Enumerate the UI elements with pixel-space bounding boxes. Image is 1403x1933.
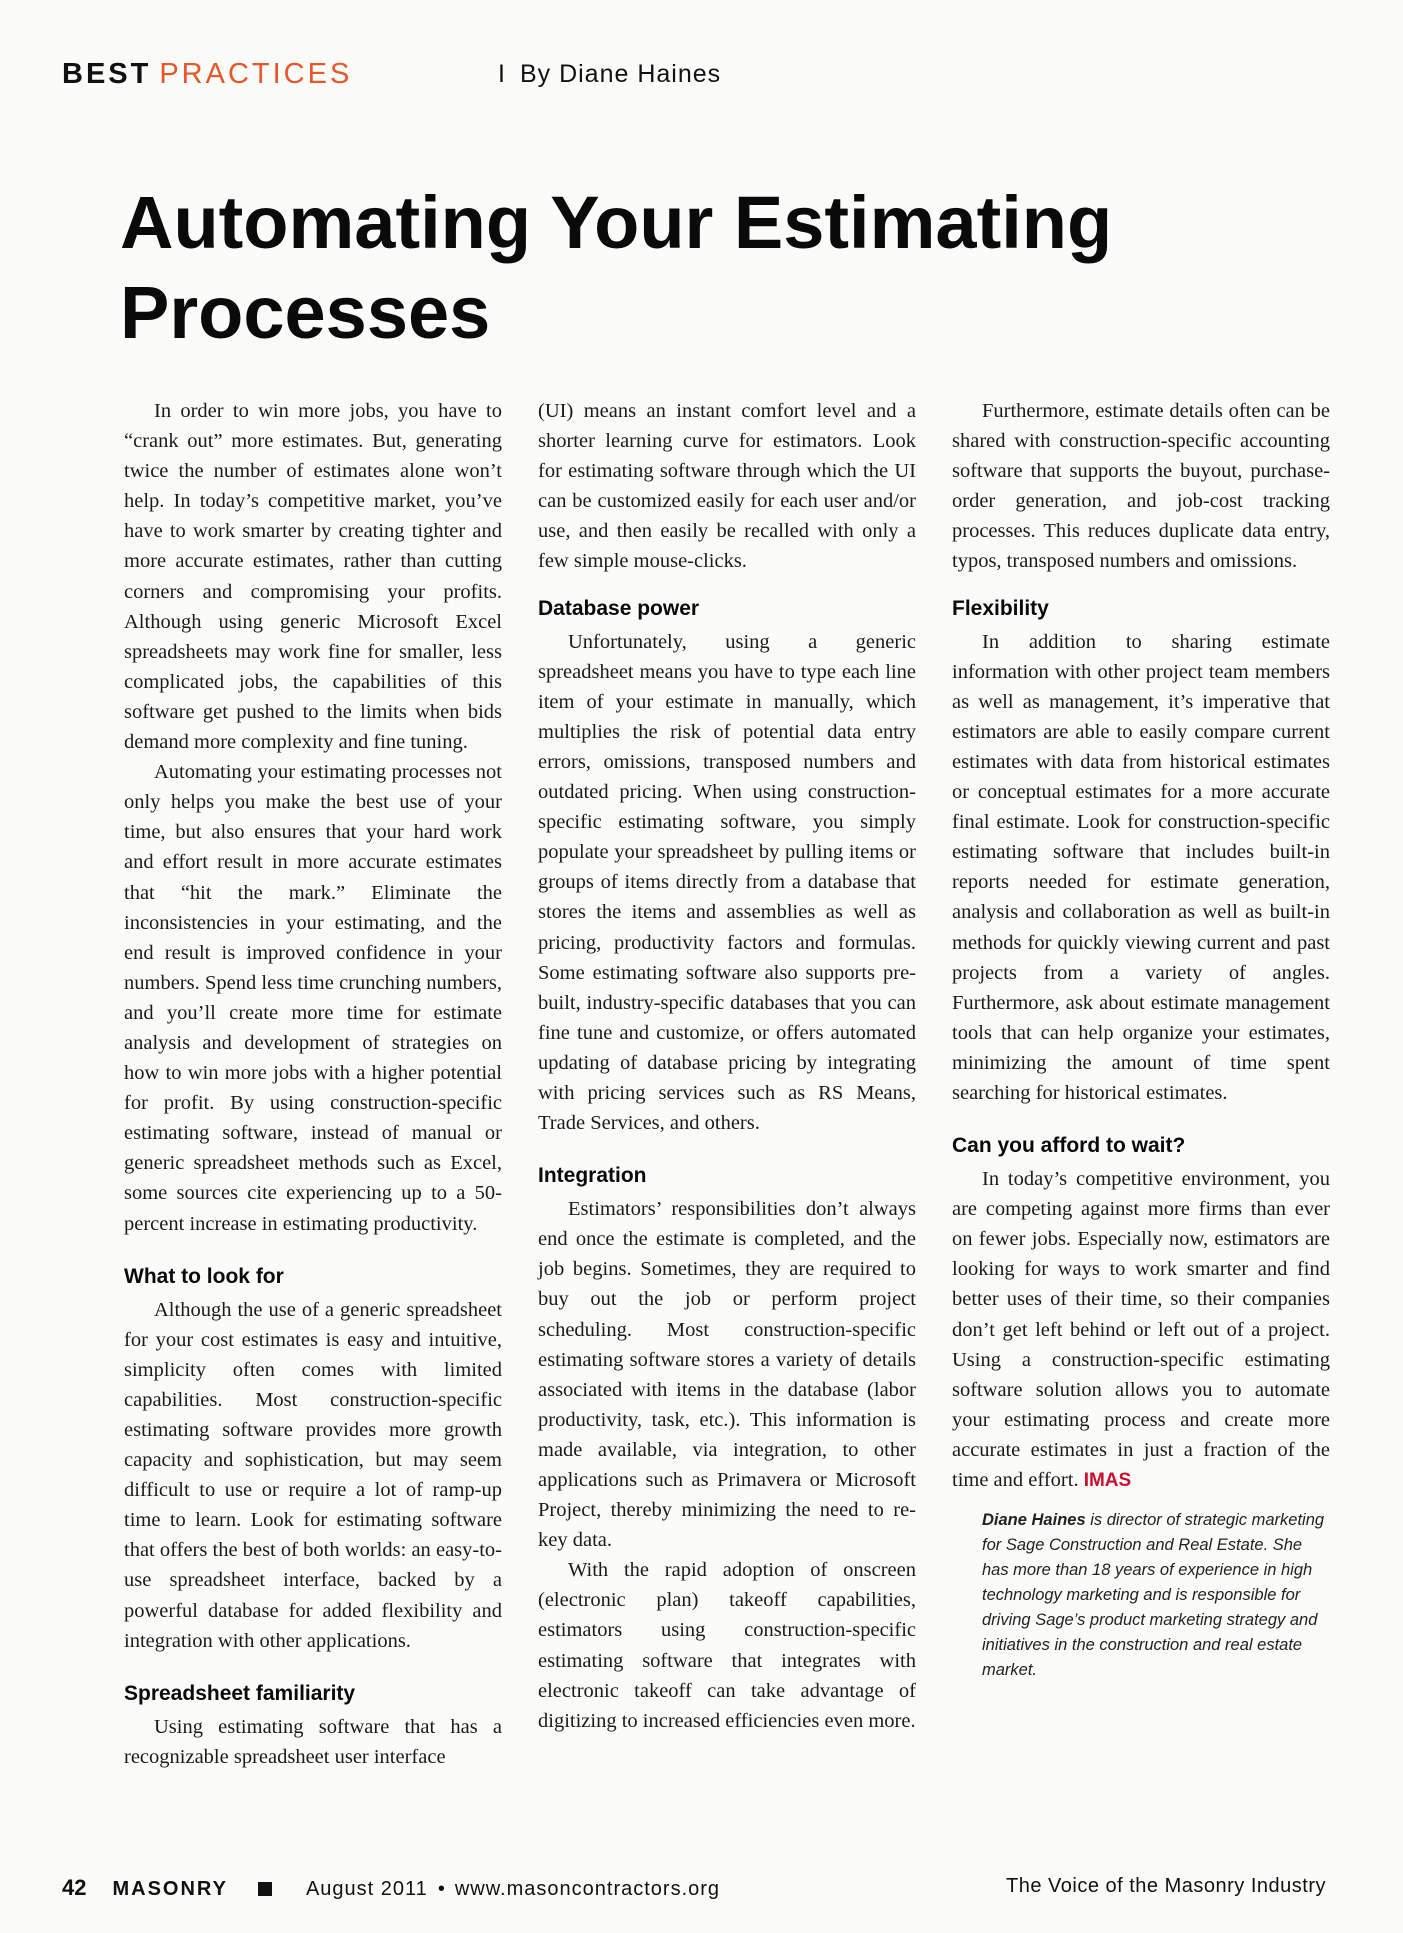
paragraph: Estimators’ responsibilities don’t always end once the estimate is completed, and the job begins. Sometimes, they are required to buy out the job or perform project scheduling. Most construction-specific estimating software stores a variety of details associated with items in the database (labor productivity, task, etc.). This information is made available, via integration, to other applications such as Primavera or Microsoft Project, thereby minimizing the need to re-key data. [538,1198,916,1552]
subheading-database-power: Database power [538,596,700,620]
subheading-what-to-look-for: What to look for [124,1264,284,1288]
paragraph: Automating your estimating processes not only helps you make the best use of your time, but also ensures that your hard work and effort result in more accurate estimates that “hit the mark.” Eliminate the inconsistencies in your estimating, and the end result is improved confidence in your numbers. Spend less time crunching numbers, and you’ll create more time for estimate analysis and development of strategies on how to win more jobs with a higher potential for profit. By using construction-specific estimating software, instead of manual or generic spreadsheet methods such as Excel, some sources cite experiencing up to a 50-percent increase in estimating productivity. [124,761,502,1235]
website-link[interactable]: www.masoncontractors.org [454,1878,721,1900]
column-3 [952,396,1330,1683]
page-footer [62,1875,1334,1901]
subheading-can-you-afford-to-wait: Can you afford to wait? [952,1134,1186,1158]
section-label-light: PRACTICES [159,58,353,90]
bio-text: is director of strategic marketing for Sage Construction and Real Estate. She has more than 18 years of experience in high technology marketing and is responsible for driving Sage’s product marketing strategy and initiatives in the construction and real estate market. [982,1511,1325,1680]
author-bio [982,1508,1330,1683]
section-label-bold: BEST [62,58,152,90]
page-number: 42 [62,1875,87,1900]
column-1 [124,396,502,1772]
paragraph: (UI) means an instant comfort level and a shorter learning curve for estimators. Look for estimating software through which the UI can be customized easily for each user and/or use, and then easily be recalled with only a few simple mouse-clicks. [538,400,916,573]
issue-date: August 2011 [305,1878,428,1900]
paragraph: In order to win more jobs, you have to “crank out” more estimates. But, generating twice the number of estimates alone won’t help. In today’s competitive market, you’ve have to work smarter by creating tighter and more accurate estimates, rather than cutting corners and compromising your profits. Although using generic Microsoft Excel spreadsheets may work fine for smaller, less complicated jobs, the capabilities of this software get pushed to the limits when bids demand more complexity and fine tuning. [124,400,502,754]
paragraph: Using estimating software that has a recognizable spreadsheet user interface [124,1715,502,1768]
paragraph: Although the use of a generic spreadsheet for your cost estimates is easy and intuitive, simplicity often comes with limited capabilities. Most construction-specific estimating software provides more growth capacity and sophistication, but may seem difficult to use or require a lot of ramp-up time to learn. Look for estimating software that offers the best of both worlds: an easy-to-use spreadsheet interface, backed by a powerful database for added flexibility and integration with other applications. [124,1298,502,1652]
section-header [62,58,352,91]
column-2 [538,396,916,1736]
square-bullet-icon [258,1882,272,1896]
paragraph: In addition to sharing estimate information with other project team members as well as management, it’s imperative that estimators are able to easily compare current estimates with data from historical estimates or conceptual estimates for a more accurate final estimate. Look for construction-specific estimating software that includes built-in reports needed for estimate generation, analysis and collaboration as well as built-in methods for quickly viewing current and past projects from a variety of angles. Furthermore, ask about estimate management tools that can help organize your estimates, minimizing the amount of time spent searching for historical estimates. [952,630,1330,1104]
author-byline: By Diane Haines [519,60,722,88]
magazine-name: MASONRY [112,1878,228,1900]
subheading-flexibility: Flexibility [952,596,1049,620]
article-title: Automating Your Estimating Processes [120,181,1113,354]
subheading-integration: Integration [538,1164,647,1188]
paragraph: Unfortunately, using a generic spreadsheet means you have to type each line item of your estimate in manually, which multiplies the risk of potential data entry errors, omissions, transposed numbers and outdated pricing. When using construction-specific estimating software, you simply populate your spreadsheet by pulling items or groups of items directly from a database that stores the items and assemblies as well as pricing, productivity factors and formulas. Some estimating software also supports pre-built, industry-specific databases that you can fine tune and customize, or offers automated updating of database pricing by integrating with pricing services such as RS Means, Trade Services, and others. [538,630,916,1135]
magazine-tagline: The Voice of the Masonry Industry [1006,1875,1326,1897]
byline [498,60,721,89]
paragraph: With the rapid adoption of onscreen (electronic plan) takeoff capabilities, estimators using construction-specific estimating software that integrates with electronic takeoff can take advantage of digitizing to increased efficiencies even more. [538,1559,916,1732]
paragraph [952,1164,1330,1496]
end-mark: IMAS [1083,1470,1132,1491]
byline-separator: I [498,60,506,88]
bullet-separator: • [437,1878,445,1900]
paragraph-text: In today’s competitive environment, you are competing against more firms than ever on fewer jobs. Especially now, estimators are looking for ways to work smarter and find better uses of their time, so their companies don’t get left behind or left out of a project. Using a construction-specific estimating software solution allows you to automate your estimating process and create more accurate estimates in just a fraction of the time and effort. [952,1168,1330,1491]
paragraph: Furthermore, estimate details often can be shared with construction-specific accounting software that supports the buyout, purchase-order generation, and job-cost tracking processes. This reduces duplicate data entry, typos, transposed numbers and omissions. [952,400,1330,573]
bio-author-name: Diane Haines [982,1511,1086,1530]
subheading-spreadsheet-familiarity: Spreadsheet familiarity [124,1681,356,1705]
